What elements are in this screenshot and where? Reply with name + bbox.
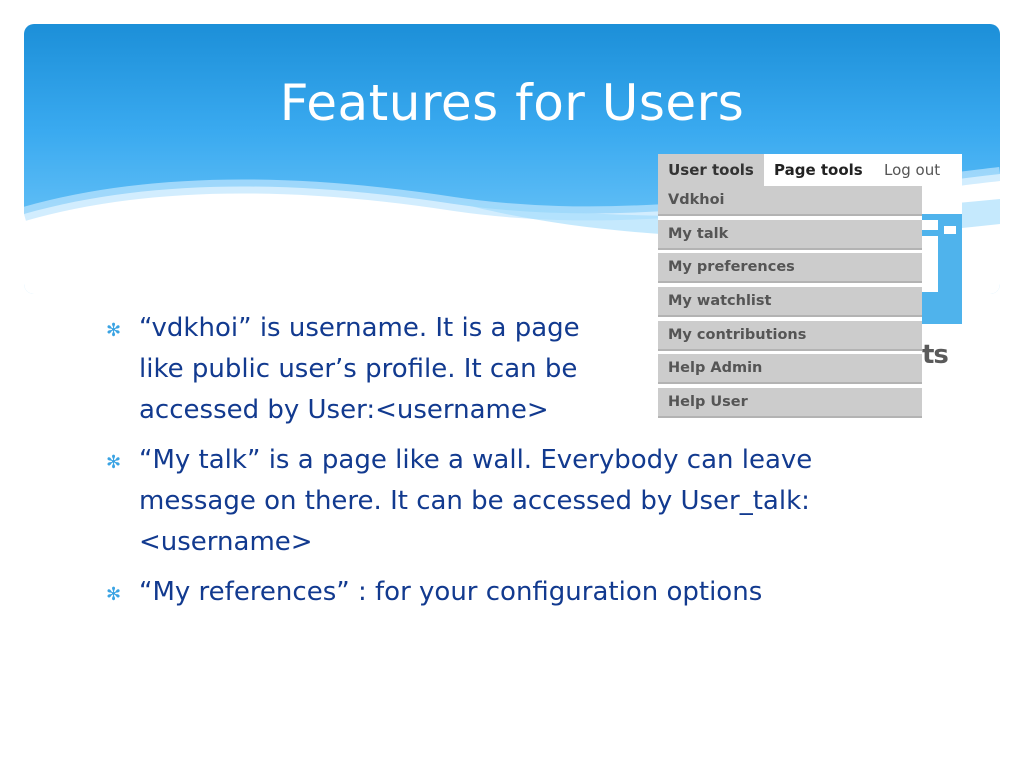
slide-title: Features for Users [279, 74, 745, 132]
tab-page-tools: Page tools [774, 161, 863, 179]
bullet-text: “My talk” is a page like a wall. Everybody can leave message on there. It can be accessed by User_talk:<username> [139, 445, 813, 557]
asterisk-bullet-icon: ✻ [106, 452, 122, 473]
logo-text-fragment: ts [922, 340, 948, 370]
bullet-list [106, 308, 906, 622]
menu-tabs [658, 154, 962, 186]
menu-item-my-watchlist: My watchlist [658, 287, 922, 317]
bullet-text: “vdkhoi” is username. It is a page like public user’s profile. It can be accessed by User:<username> [139, 313, 580, 425]
menu-item-vdkhoi: Vdkhoi [658, 186, 922, 216]
menu-item-help-user: Help User [658, 388, 922, 418]
bullet-text: “My references” : for your configuration options [139, 577, 763, 607]
tab-log-out: Log out [884, 161, 941, 179]
asterisk-bullet-icon: ✻ [106, 320, 122, 341]
bullet-item [106, 572, 899, 613]
menu-item-my-talk: My talk [658, 220, 922, 250]
tab-user-tools: User tools [658, 154, 764, 186]
menu-item-my-preferences: My preferences [658, 253, 922, 283]
menu-item-help-admin: Help Admin [658, 354, 922, 384]
bullet-item [106, 440, 899, 563]
bullet-item [106, 308, 619, 431]
menu-item-my-contributions: My contributions [658, 321, 922, 351]
asterisk-bullet-icon: ✻ [106, 584, 122, 605]
wiki-logo-fragment [922, 214, 962, 324]
